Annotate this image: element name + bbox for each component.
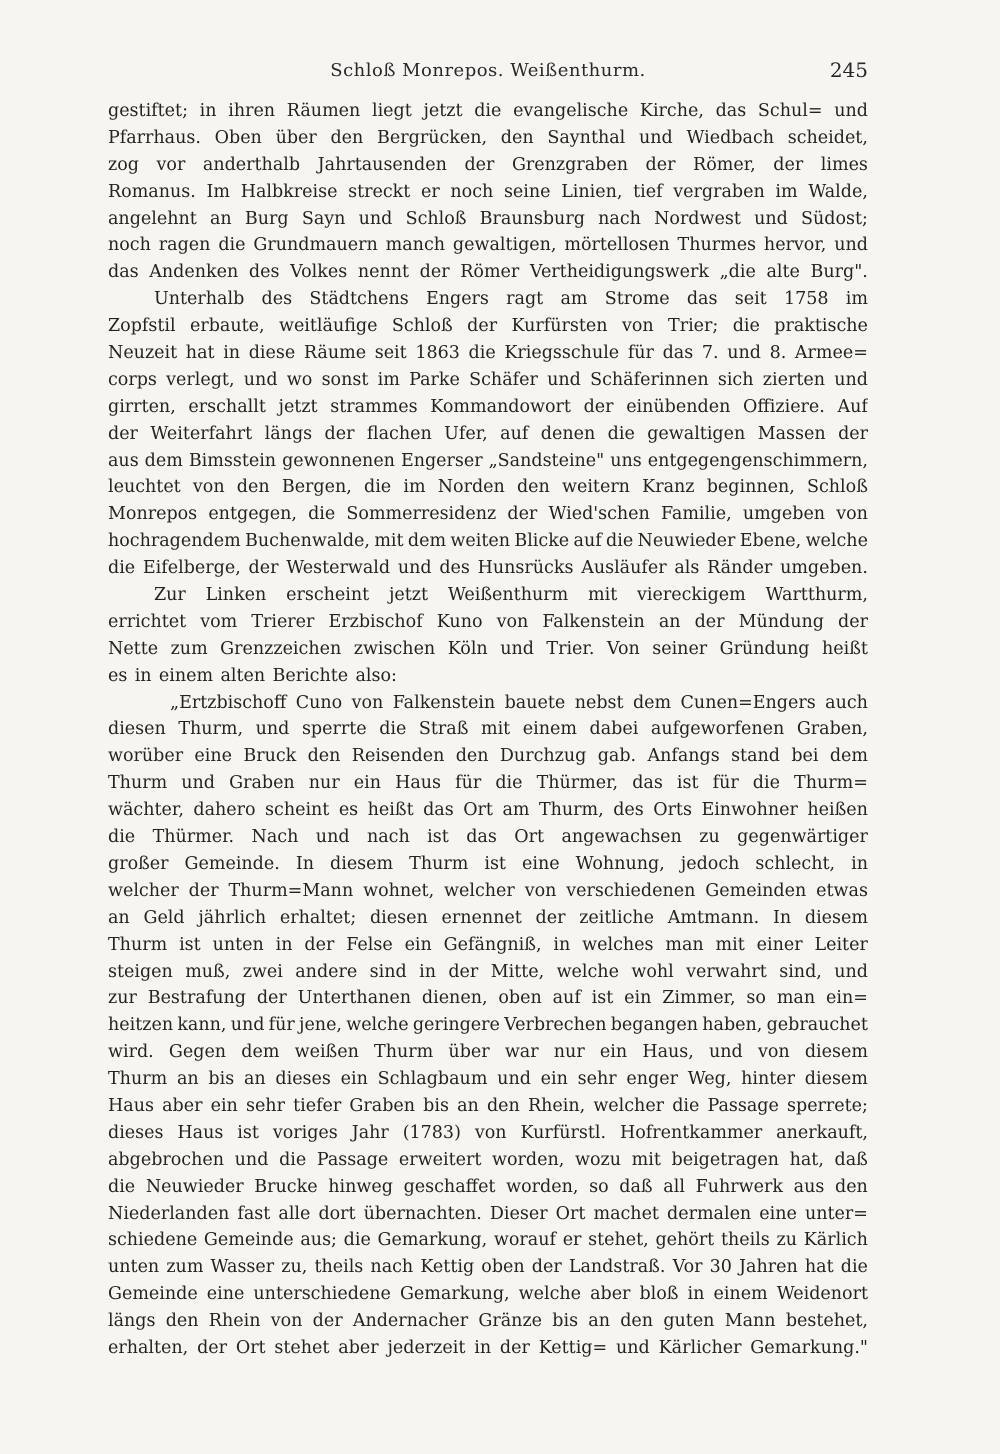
text-line: der Weiterfahrt längs der flachen Ufer, auf denen die gewaltigen Massen der: [108, 423, 868, 444]
text-line: abgebrochen und die Passage erweitert worden, wozu mit beigetragen hat, daß: [108, 1149, 868, 1170]
text-line: Monrepos entgegen, die Sommerresidenz der Wied'schen Familie, umgeben von: [108, 504, 868, 525]
text-line: schiedene Gemeinde aus; die Gemarkung, worauf er stehet, gehört theils zu Kärlich: [108, 1230, 868, 1251]
text-line: hochragendem Buchenwalde, mit dem weiten Blicke auf die Neuwieder Ebene, welche: [108, 531, 868, 552]
text-line: Haus aber ein sehr tiefer Graben bis an den Rhein, welcher die Passage sperrete;: [108, 1095, 868, 1116]
text-line: Zur Linken erscheint jetzt Weißenthurm mit viereckigem Wartthurm,: [154, 585, 868, 606]
text-line: Gemeinde eine unterschiedene Gemarkung, welche aber bloß in einem Weidenort: [108, 1284, 868, 1305]
text-line: zur Bestrafung der Unterthanen dienen, oben auf ist ein Zimmer, so man ein=: [108, 988, 868, 1009]
text-line: Niederlanden fast alle dort übernachten. Dieser Ort machet dermalen eine unter=: [108, 1203, 868, 1224]
text-line: welcher der Thurm=Mann wohnet, welcher von verschiedenen Gemeinden etwas: [108, 880, 868, 901]
text-line: die Thürmer. Nach und nach ist das Ort angewachsen zu gegenwärtiger: [108, 827, 868, 848]
text-line: Nette zum Grenzzeichen zwischen Köln und Trier. Von seiner Gründung heißt: [108, 638, 868, 659]
text-line: errichtet vom Trierer Erzbischof Kuno von Falkenstein an der Mündung der: [108, 611, 868, 632]
text-line: längs den Rhein von der Andernacher Gränze bis an den guten Mann bestehet,: [108, 1311, 868, 1332]
text-line: Unterhalb des Städtchens Engers ragt am Strome das seit 1758 im: [154, 289, 868, 310]
text-line: Neuzeit hat in diese Räume seit 1863 die Kriegsschule für das 7. und 8. Armee=: [108, 343, 868, 364]
text-line: Romanus. Im Halbkreise streckt er noch seine Linien, tief vergraben im Walde,: [108, 181, 868, 202]
text-line: die Eifelberge, der Westerwald und des Hunsrücks Ausläufer als Ränder umgeben.: [108, 558, 868, 579]
text-line: das Andenken des Volkes nennt der Römer Vertheidigungswerk „die alte Burg".: [108, 262, 868, 283]
text-line: Thurm an bis an dieses ein Schlagbaum und ein sehr enger Weg, hinter diesem: [108, 1069, 868, 1090]
text-line: angelehnt an Burg Sayn und Schloß Braunsburg nach Nordwest und Südost;: [108, 208, 868, 229]
text-line: wird. Gegen dem weißen Thurm über war nur ein Haus, und von diesem: [108, 1042, 868, 1063]
text-line: heitzen kann, und für jene, welche geringere Verbrechen begangen haben, gebrauchet: [108, 1015, 868, 1036]
text-line: es in einem alten Berichte also:: [108, 665, 397, 686]
text-line: diesen Thurm, und sperrte die Straß mit einem dabei aufgeworfenen Graben,: [108, 719, 868, 740]
text-line: „Ertzbischoff Cuno von Falkenstein bauete nebst dem Cunen=Engers auch: [170, 692, 868, 713]
page-header: [108, 60, 868, 84]
text-line: worüber eine Bruck den Reisenden den Durchzug gab. Anfangs stand bei dem: [108, 746, 868, 767]
text-line: steigen muß, zwei andere sind in der Mitte, welche wohl verwahrt sind, und: [108, 961, 868, 982]
page-number: 245: [829, 58, 868, 82]
text-line: Thurm ist unten in der Felse ein Gefängniß, in welches man mit einer Leiter: [108, 934, 868, 955]
text-line: unten zum Wasser zu, theils nach Kettig oben der Landstraß. Vor 30 Jahren hat die: [108, 1257, 868, 1278]
text-line: wächter, dahero scheint es heißt das Ort am Thurm, des Orts Einwohner heißen: [108, 800, 868, 821]
text-line: Zopfstil erbaute, weitläufige Schloß der Kurfürsten von Trier; die praktische: [108, 316, 868, 337]
text-line: gestiftet; in ihren Räumen liegt jetzt die evangelische Kirche, das Schul= und: [108, 101, 868, 121]
text-line: dieses Haus ist voriges Jahr (1783) von Kurfürstl. Hofrentkammer anerkauft,: [108, 1122, 868, 1143]
text-line: erhalten, der Ort stehet aber jederzeit in der Kettig= und Kärlicher Gemarkung.": [108, 1337, 868, 1358]
text-line: die Neuwieder Brucke hinweg geschaffet worden, so daß all Fuhrwerk aus den: [108, 1176, 868, 1197]
text-line: Thurm und Graben nur ein Haus für die Thürmer, das ist für die Thurm=: [108, 773, 868, 794]
text-line: girrten, erschallt jetzt strammes Kommandowort der einübenden Offiziere. Auf: [108, 396, 868, 417]
text-line: leuchtet von den Bergen, die im Norden den weitern Kranz beginnen, Schloß: [108, 477, 868, 498]
body-text: [108, 98, 868, 1362]
text-line: aus dem Bimsstein gewonnenen Engerser „Sandsteine" uns entgegengenschimmern,: [108, 450, 868, 471]
text-line: noch ragen die Grundmauern manch gewaltigen, mörtellosen Thurmes hervor, und: [108, 235, 868, 256]
text-line: Pfarrhaus. Oben über den Bergrücken, den Saynthal und Wiedbach scheidet,: [108, 127, 868, 148]
text-line: zog vor anderthalb Jahrtausenden der Grenzgraben der Römer, der limes: [108, 154, 868, 175]
running-head: Schloß Monrepos. Weißenthurm.: [330, 60, 646, 81]
text-line: großer Gemeinde. In diesem Thurm ist eine Wohnung, jedoch schlecht, in: [108, 853, 868, 874]
text-line: corps verlegt, und wo sonst im Parke Schäfer und Schäferinnen sich zierten und: [108, 369, 868, 390]
text-line: an Geld jährlich erhaltet; diesen ernennet der zeitliche Amtmann. In diesem: [108, 907, 868, 928]
